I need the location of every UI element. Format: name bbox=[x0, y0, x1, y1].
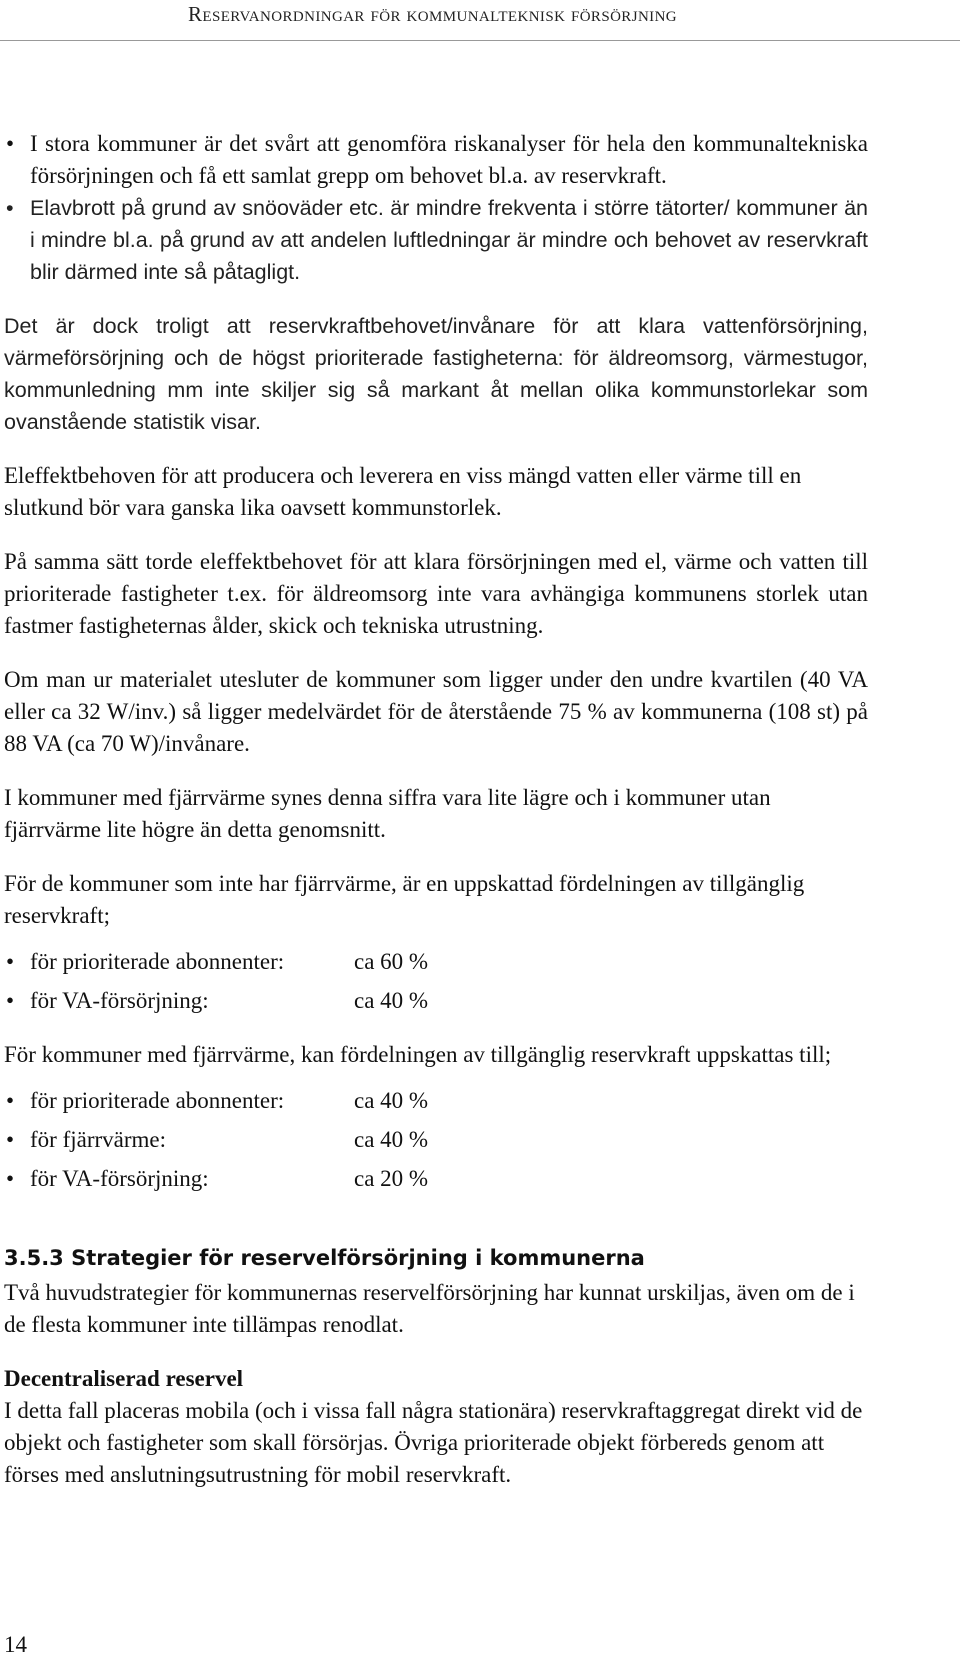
list-item bbox=[4, 1163, 868, 1195]
paragraph: I kommuner med fjärrvärme synes denna siffra vara lite lägre och i kommuner utan fjärrvärme lite högre än detta genomsnitt. bbox=[4, 785, 771, 842]
paragraph: Om man ur materialet utesluter de kommuner som ligger under den undre kvartilen (40 VA eller ca 32 W/inv.) så ligger medelvärdet för de återstående 75 % av kommunerna (108 st) på 88 VA (ca 70 W)/invånare. bbox=[4, 667, 868, 756]
section-heading: 3.5.3 Strategier för reservelförsörjning i kommunerna bbox=[4, 1246, 645, 1270]
page-number: 14 bbox=[4, 1632, 27, 1657]
allocation-label: • för VA-försörjning: bbox=[30, 1166, 209, 1191]
paragraph: För kommuner med fjärrvärme, kan fördelningen av tillgänglig reservkraft uppskattas till; bbox=[4, 1042, 832, 1067]
allocation-value: ca 40 % bbox=[354, 1127, 429, 1152]
paragraph: På samma sätt torde eleffektbehovet för att klara försörjningen med el, värme och vatten till prioriterade fastigheter t.ex. för äldreomsorg inte vara avhängiga kommunens storlek utan fastmer fastigheternas ålder, skick och tekniska utrustning. bbox=[4, 549, 868, 638]
allocation-label: • för prioriterade abonnenter: bbox=[30, 949, 285, 974]
allocation-list-district-heating bbox=[4, 1085, 868, 1195]
subsection-text: I detta fall placeras mobila (och i vissa fall några stationära) reservkraftaggregat direkt vid de objekt och fastigheter som skall försörjas. Övriga prioriterade objekt förbereds genom att förses med anslutningsutrustning för mobil reservkraft. bbox=[4, 1398, 863, 1487]
subsection-heading: Decentraliserad reservel bbox=[4, 1366, 244, 1391]
page-content bbox=[4, 128, 868, 1491]
list-item: • I stora kommuner är det svårt att genomföra riskanalyser för hela den kommunaltekniska försörjningen och få ett samlat grepp om behovet bl.a. av reservkraft. bbox=[4, 128, 868, 192]
allocation-value: ca 40 % bbox=[354, 988, 429, 1013]
list-item bbox=[4, 1085, 868, 1117]
allocation-value: ca 40 % bbox=[354, 1088, 429, 1113]
allocation-label: • för fjärrvärme: bbox=[30, 1127, 167, 1152]
top-bullet-list bbox=[4, 128, 868, 288]
list-item: • Elavbrott på grund av snöoväder etc. är mindre frekventa i större tätorter/ kommuner än i mindre bl.a. på grund av att andelen luftledningar är mindre och behovet av reservkraft blir därmed inte så påtagligt. bbox=[4, 192, 868, 288]
allocation-value: ca 20 % bbox=[354, 1166, 429, 1191]
section-intro: Två huvudstrategier för kommunernas reservelförsörjning har kunnat urskiljas, även om de i de flesta kommuner inte tillämpas renodlat. bbox=[4, 1280, 855, 1337]
list-item bbox=[4, 946, 868, 978]
list-item bbox=[4, 985, 868, 1017]
list-item bbox=[4, 1124, 868, 1156]
allocation-label: • för prioriterade abonnenter: bbox=[30, 1088, 285, 1113]
paragraph: För de kommuner som inte har fjärrvärme, är en uppskattad fördelningen av tillgänglig reservkraft; bbox=[4, 871, 805, 928]
allocation-value: ca 60 % bbox=[354, 949, 429, 974]
paragraph: Eleffektbehoven för att producera och leverera en viss mängd vatten eller värme till en slutkund bör vara ganska lika oavsett kommunstorlek. bbox=[4, 463, 802, 520]
header-rule bbox=[0, 40, 960, 41]
allocation-label: • för VA-försörjning: bbox=[30, 988, 209, 1013]
paragraph: Det är dock troligt att reservkraftbehovet/invånare för att klara vattenförsörjning, värmeförsörjning och de högst prioriterade fastigheterna: för äldreomsorg, värmestugor, kommunledning mm inte skiljer sig så markant åt mellan olika kommunstorlekar som ovanstående statistik visar. bbox=[4, 314, 868, 434]
allocation-list-no-district-heating bbox=[4, 946, 868, 1017]
running-header: Reservanordningar för kommunalteknisk försörjning bbox=[188, 2, 678, 26]
